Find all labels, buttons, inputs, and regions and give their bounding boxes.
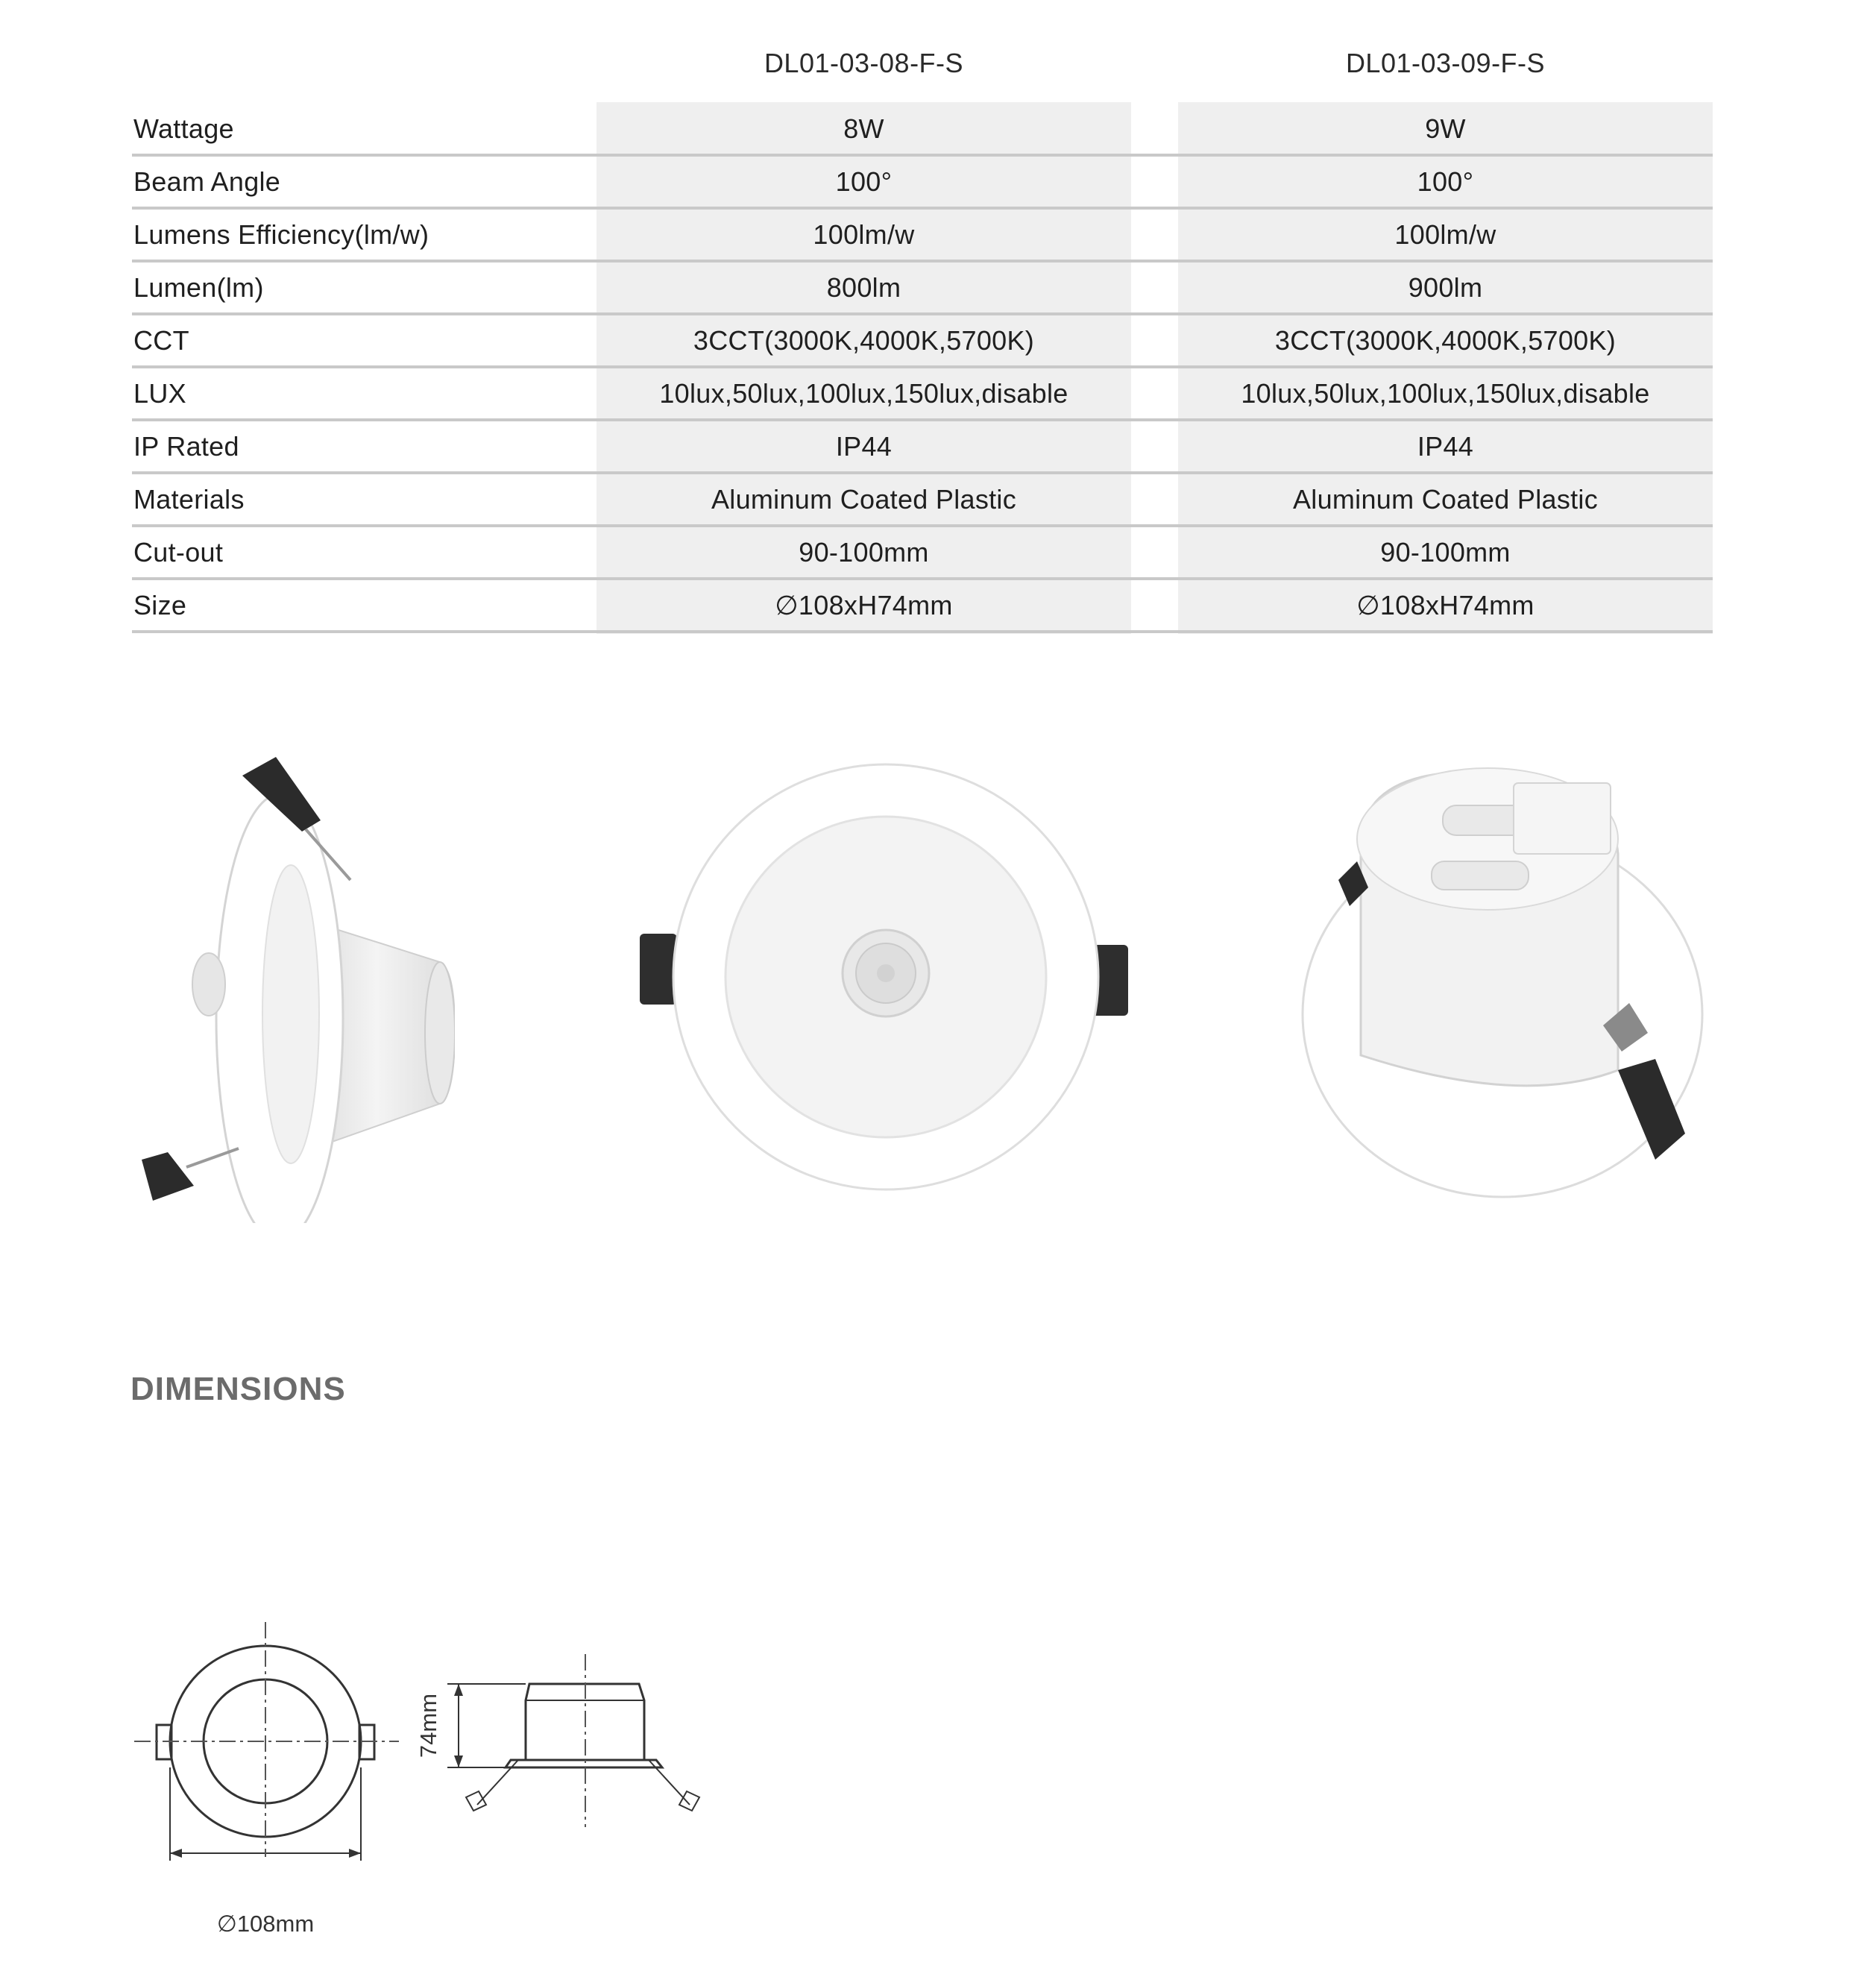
spec-value-model-1: Aluminum Coated Plastic [711, 484, 1017, 515]
product-side-view [127, 746, 455, 1223]
spec-value-model-1: 100° [835, 166, 893, 197]
spec-label: IP Rated [133, 431, 239, 462]
spec-value-model-1: 90-100mm [799, 537, 929, 568]
spec-row-cut-out [132, 526, 1713, 579]
spec-value-model-2: IP44 [1417, 431, 1474, 462]
spec-value-model-1: 10lux,50lux,100lux,150lux,disable [659, 378, 1068, 409]
spec-value-model-2: 900lm [1408, 272, 1483, 303]
spec-label: Wattage [133, 113, 234, 144]
spec-row-cct [132, 314, 1713, 367]
spec-label: Materials [133, 484, 245, 515]
diameter-label: ∅108mm [216, 1911, 315, 1937]
height-label: 74mm [415, 1693, 441, 1758]
model-2-header: DL01-03-09-F-S [1345, 48, 1546, 78]
spec-row-wattage [132, 102, 1713, 155]
dimension-drawing [119, 1618, 716, 1950]
spec-value-model-1: 100lm/w [813, 219, 915, 250]
spec-row-ip-rated [132, 420, 1713, 473]
spec-label: Beam Angle [133, 166, 281, 197]
row-divider [132, 630, 1713, 633]
spec-row-lux [132, 367, 1713, 420]
spec-value-model-2: 100lm/w [1394, 219, 1496, 250]
spec-label: Size [133, 590, 187, 620]
model-1-header: DL01-03-08-F-S [764, 48, 964, 78]
spec-value-model-2: 90-100mm [1380, 537, 1511, 568]
spec-row-materials [132, 473, 1713, 526]
product-front-view [625, 757, 1139, 1204]
spec-row-lumen [132, 261, 1713, 314]
spec-label: Lumens Efficiency(lm/w) [133, 219, 429, 250]
spec-value-model-2: 100° [1417, 166, 1474, 197]
spec-row-size [132, 579, 1713, 632]
spec-value-model-1: 3CCT(3000K,4000K,5700K) [693, 325, 1035, 356]
spec-label: CCT [133, 325, 189, 356]
spec-value-model-1: 800lm [826, 272, 901, 303]
spec-value-model-2: 3CCT(3000K,4000K,5700K) [1274, 325, 1617, 356]
spec-value-model-1: 8W [843, 113, 884, 144]
spec-value-model-1: ∅108xH74mm [775, 590, 953, 620]
spec-value-model-2: Aluminum Coated Plastic [1292, 484, 1599, 515]
spec-label: LUX [133, 378, 186, 409]
spec-value-model-2: ∅108xH74mm [1356, 590, 1535, 620]
spec-value-model-2: 10lux,50lux,100lux,150lux,disable [1241, 378, 1650, 409]
spec-row-beam-angle [132, 155, 1713, 208]
dimensions-heading: DIMENSIONS [130, 1371, 346, 1407]
spec-value-model-2: 9W [1425, 113, 1466, 144]
product-rear-view [1297, 757, 1715, 1204]
spec-row-lumens-efficiency [132, 208, 1713, 261]
spec-value-model-1: IP44 [835, 431, 893, 462]
spec-label: Lumen(lm) [133, 272, 264, 303]
spec-label: Cut-out [133, 537, 224, 568]
